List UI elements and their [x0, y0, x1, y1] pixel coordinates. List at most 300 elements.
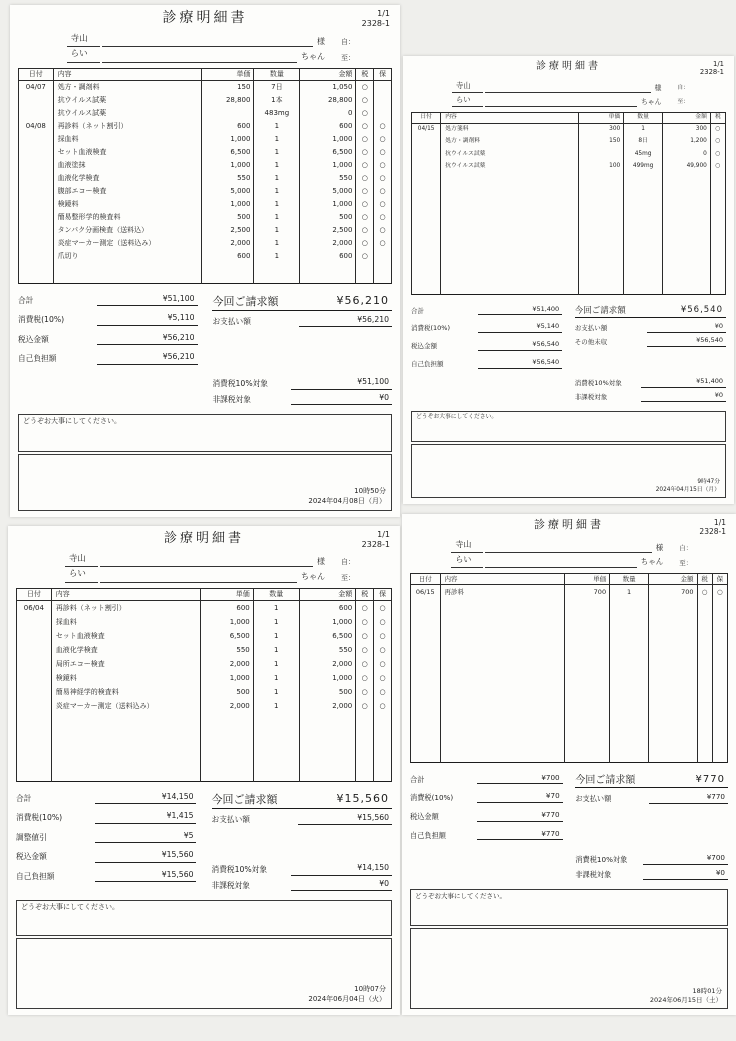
note-box [18, 454, 392, 511]
cell-date [19, 250, 54, 263]
table-row [412, 123, 726, 136]
cell-ins: ○ [374, 120, 392, 133]
totals-section [18, 294, 392, 408]
cell-amount: 600 [300, 120, 356, 133]
cell-qty: 499mg [624, 161, 663, 174]
table-row [19, 107, 392, 120]
column-header: 日付 [19, 68, 54, 80]
cell-tax: ○ [356, 120, 374, 133]
cell-ins [374, 713, 392, 781]
line-items-area [410, 573, 728, 763]
cell-desc: 検鏡料 [53, 198, 201, 211]
billing-column [212, 792, 392, 894]
column-header: 日付 [17, 588, 52, 600]
total-row [410, 773, 563, 785]
cell-qty: 1 [253, 671, 299, 685]
cell-ins: ○ [374, 211, 392, 224]
blank-line [485, 86, 651, 93]
page-count: 1/1 [377, 530, 390, 539]
billing-block [212, 294, 392, 330]
amount-value: ¥70 [477, 791, 562, 803]
cell-qty: 1 [254, 185, 300, 198]
print-time: 10時50分 [354, 487, 386, 496]
cell-unit [201, 713, 254, 781]
cell-unit: 1,000 [201, 159, 253, 172]
line-items-table [16, 588, 392, 782]
cell-ins: ○ [374, 224, 392, 237]
amount-value: ¥51,100 [97, 294, 198, 306]
cell-amount: 5,000 [300, 185, 356, 198]
table-header-row [19, 68, 392, 80]
message-text: どうぞお大事にしてください。 [415, 891, 506, 900]
cell-unit [579, 149, 624, 162]
period-from-label: 自： [677, 85, 690, 92]
cell-tax: ○ [710, 161, 725, 174]
cell-ins: ○ [374, 643, 392, 657]
statement-title: 診療明細書 [162, 10, 248, 26]
owner-row [67, 34, 377, 47]
owner-honorific: 様 [655, 542, 664, 552]
cell-qty: 1 [254, 133, 300, 146]
cell-qty: 1 [610, 585, 649, 600]
medical-statement-top-right [403, 56, 734, 504]
owner-honorific: 様 [316, 556, 325, 566]
cell-date: 04/08 [19, 120, 54, 133]
print-timestamp [656, 478, 720, 494]
owner-name: 寺山 [65, 554, 98, 567]
cell-tax [710, 174, 725, 295]
column-header: 保 [374, 68, 392, 80]
column-header: 保 [374, 588, 392, 600]
billing-column [212, 294, 392, 408]
line-items-table [411, 112, 726, 295]
cell-desc [441, 174, 579, 295]
cell-tax: ○ [710, 123, 725, 136]
cell-ins [374, 107, 392, 120]
cell-tax: ○ [356, 172, 374, 185]
cell-date [19, 185, 54, 198]
statement-title: 診療明細書 [163, 531, 244, 546]
amount-value: ¥770 [477, 829, 562, 841]
message-box [411, 411, 726, 442]
tax-summary-row [212, 393, 392, 405]
document-number: 2328-1 [361, 540, 390, 549]
cell-amount: 28,800 [300, 94, 356, 107]
table-row [17, 657, 392, 671]
cell-unit: 700 [564, 585, 609, 600]
column-header: 数量 [610, 573, 649, 585]
cell-desc: 簡易整形学的検査料 [53, 211, 201, 224]
message-box [410, 889, 728, 926]
pet-honorific: ちゃん [641, 97, 662, 106]
cell-amount [649, 599, 697, 762]
total-row [411, 322, 562, 333]
note-box [16, 938, 392, 1009]
cell-amount: 6,500 [299, 629, 356, 643]
amount-label: 消費税10%対象 [574, 379, 622, 388]
period-to-label: 至： [341, 53, 356, 62]
column-header: 単価 [201, 588, 254, 600]
amount-value: ¥770 [695, 773, 725, 785]
cell-amount: 2,500 [300, 224, 356, 237]
table-row [17, 615, 392, 629]
period-from-label: 自： [341, 38, 356, 47]
cell-date [19, 237, 54, 250]
document-number: 2328-1 [699, 68, 724, 77]
cell-desc: 抗ウイルス試薬 [53, 107, 201, 120]
cell-tax: ○ [356, 159, 374, 172]
cell-qty [624, 174, 663, 295]
table-row [19, 146, 392, 159]
billing-block [575, 773, 728, 807]
cell-desc [51, 713, 200, 781]
cell-date: 06/15 [411, 585, 441, 600]
billing-block [212, 792, 392, 828]
total-row [16, 831, 196, 843]
amount-value: ¥56,210 [97, 333, 198, 345]
pet-name: らい [65, 569, 98, 582]
cell-desc: 炎症マーカー測定（送料込み） [51, 699, 200, 713]
cell-date [17, 685, 52, 699]
cell-amount: 1,200 [662, 136, 710, 149]
tax-summary-row [212, 879, 392, 891]
cell-amount: 2,000 [299, 657, 356, 671]
cell-unit: 2,500 [201, 224, 253, 237]
medical-statement-bottom-right [402, 514, 736, 1015]
page-count: 1/1 [713, 518, 726, 527]
cell-tax: ○ [356, 237, 374, 250]
cell-ins [374, 94, 392, 107]
cell-unit: 1,000 [201, 671, 254, 685]
cell-unit: 500 [201, 211, 253, 224]
cell-desc: 採血料 [53, 133, 201, 146]
table-row [17, 671, 392, 685]
amount-label: 非課税対象 [211, 880, 250, 890]
cell-date [17, 643, 52, 657]
amount-value: ¥56,210 [336, 293, 389, 307]
cell-qty: 1 [253, 615, 299, 629]
column-header: 金額 [662, 112, 710, 123]
amount-label: その他未収 [574, 337, 608, 346]
cell-tax: ○ [356, 685, 374, 699]
statement-header [18, 9, 392, 31]
message-text: どうぞお大事にしてください。 [23, 416, 121, 425]
table-row [412, 161, 726, 174]
amount-value: ¥1,415 [95, 811, 196, 823]
owner-honorific: 様 [654, 83, 662, 92]
amount-label: 自己負担額 [16, 871, 55, 881]
column-header: 数量 [254, 68, 300, 80]
cell-amount: 49,900 [662, 161, 710, 174]
table-header-row [17, 588, 392, 600]
cell-qty: 1 [254, 211, 300, 224]
table-row [17, 699, 392, 713]
cell-unit: 6,500 [201, 629, 254, 643]
total-row [16, 811, 196, 823]
billing-row [575, 773, 728, 789]
page-number-block [699, 518, 726, 537]
column-header: 税 [356, 588, 374, 600]
cell-unit: 600 [201, 601, 254, 616]
amount-label: 税込金額 [18, 334, 49, 344]
medical-statement-bottom-left [8, 526, 400, 1015]
owner-row [452, 81, 713, 93]
print-time: 18時01分 [692, 986, 722, 995]
amount-label: 非課税対象 [574, 392, 608, 401]
cell-unit [564, 599, 609, 762]
amount-label: 税込金額 [411, 342, 437, 351]
cell-desc: 血液化学検査 [51, 643, 200, 657]
billing-block [575, 305, 726, 350]
table-filler-row [19, 263, 392, 283]
blank-line [485, 545, 651, 553]
cell-date [19, 94, 54, 107]
amount-value: ¥700 [477, 773, 562, 785]
cell-amount: 2,000 [300, 237, 356, 250]
cell-tax [356, 713, 374, 781]
cell-unit: 550 [201, 172, 253, 185]
amount-value: ¥0 [291, 879, 392, 891]
cell-date [19, 146, 54, 159]
tax-summary-row [575, 391, 726, 402]
billing-row [212, 792, 392, 809]
amount-value: ¥56,210 [97, 352, 198, 364]
table-filler-row [412, 174, 726, 295]
cell-unit: 28,800 [201, 94, 253, 107]
page-number-block [362, 530, 390, 550]
page-number-block [700, 60, 724, 77]
cell-amount [299, 713, 356, 781]
cell-tax: ○ [356, 133, 374, 146]
cell-date [19, 263, 54, 283]
amount-value: ¥0 [291, 393, 392, 405]
amount-label: 合計 [18, 295, 34, 305]
amount-label: 自己負担額 [410, 830, 446, 840]
cell-ins [374, 81, 392, 95]
cell-desc: 血液化学検査 [53, 172, 201, 185]
cell-amount: 1,000 [300, 133, 356, 146]
cell-unit: 300 [579, 123, 624, 136]
cell-qty: 1 [254, 159, 300, 172]
table-row [17, 643, 392, 657]
print-time: 9時47分 [697, 478, 720, 485]
cell-desc: 炎症マーカー測定（送料込み） [53, 237, 201, 250]
cell-ins: ○ [374, 615, 392, 629]
cell-unit: 500 [201, 685, 254, 699]
cell-date [411, 599, 441, 762]
tax-summary-row [575, 868, 728, 880]
print-timestamp [308, 985, 386, 1005]
amount-label: 消費税10%対象 [212, 379, 268, 389]
cell-desc: 腹部エコー検査 [53, 185, 201, 198]
total-row [18, 352, 198, 364]
column-header: 金額 [300, 68, 356, 80]
total-row [411, 358, 562, 369]
table-row [412, 149, 726, 162]
table-row [19, 159, 392, 172]
statement-header [411, 60, 726, 78]
cell-tax: ○ [356, 657, 374, 671]
owner-name: 寺山 [452, 81, 483, 93]
amount-label: 今回ご請求額 [211, 792, 278, 806]
cell-ins: ○ [374, 699, 392, 713]
cell-date [19, 198, 54, 211]
cell-date [17, 615, 52, 629]
amount-label: 今回ご請求額 [574, 305, 626, 316]
print-time: 10時07分 [354, 985, 386, 994]
cell-unit: 2,000 [201, 237, 253, 250]
totals-column [18, 294, 212, 408]
cell-desc: セット血液検査 [53, 146, 201, 159]
cell-qty: 7日 [254, 81, 300, 95]
cell-desc: 抗ウイルス試薬 [441, 149, 579, 162]
column-header: 数量 [624, 112, 663, 123]
cell-unit: 150 [201, 81, 253, 95]
cell-amount: 0 [300, 107, 356, 120]
line-items-table [18, 68, 392, 284]
note-box [410, 928, 728, 1009]
amount-value: ¥14,150 [291, 863, 392, 875]
amount-value: ¥15,560 [298, 813, 392, 825]
cell-desc: 処方・調剤料 [53, 81, 201, 95]
statement-title: 診療明細書 [536, 61, 601, 72]
note-box [411, 444, 726, 498]
cell-ins: ○ [712, 585, 727, 600]
amount-value: ¥15,560 [95, 850, 196, 862]
period-to-label: 至： [679, 558, 693, 567]
pet-row [451, 555, 715, 568]
cell-ins: ○ [374, 629, 392, 643]
amount-label: 自己負担額 [18, 354, 57, 364]
cell-date [412, 136, 441, 149]
total-row [18, 313, 198, 325]
cell-ins: ○ [374, 685, 392, 699]
cell-unit: 1,000 [201, 198, 253, 211]
cell-unit: 2,000 [201, 657, 254, 671]
pet-honorific: ちゃん [300, 572, 325, 582]
table-row [19, 185, 392, 198]
amount-label: お支払い額 [575, 794, 612, 804]
table-row [19, 81, 392, 95]
period-to-label: 至： [340, 573, 355, 582]
pet-name: らい [452, 95, 483, 107]
cell-amount [300, 263, 356, 283]
column-header: 単価 [564, 573, 609, 585]
cell-desc: 再診料（ネット割引） [51, 601, 200, 616]
cell-qty: 1 [254, 146, 300, 159]
pet-name: らい [451, 555, 483, 568]
billing-row [212, 813, 392, 825]
amount-label: 合計 [410, 774, 425, 784]
cell-amount: 700 [649, 585, 697, 600]
totals-section [411, 305, 726, 405]
page-count: 1/1 [377, 9, 390, 18]
table-row [19, 211, 392, 224]
total-row [18, 333, 198, 345]
cell-date [17, 713, 52, 781]
document-number: 2328-1 [699, 527, 726, 537]
cell-date [412, 161, 441, 174]
column-header: 数量 [253, 588, 299, 600]
totals-column [411, 305, 575, 405]
amount-value: ¥56,210 [299, 315, 392, 327]
cell-unit [201, 107, 253, 120]
tax-summary-block [212, 863, 392, 894]
tax-summary-block [575, 853, 728, 882]
tax-summary-block [212, 377, 392, 408]
cell-ins [712, 599, 727, 762]
amount-value: ¥0 [647, 322, 726, 333]
total-row [16, 792, 196, 804]
cell-date: 06/04 [17, 601, 52, 616]
cell-date: 04/15 [412, 123, 441, 136]
amount-value: ¥0 [641, 391, 726, 402]
column-header: 内容 [53, 68, 201, 80]
table-row [17, 629, 392, 643]
cell-desc: 再診料 [440, 585, 564, 600]
column-header: 税 [697, 573, 712, 585]
column-header: 日付 [412, 112, 441, 123]
cell-tax: ○ [356, 671, 374, 685]
cell-ins: ○ [374, 185, 392, 198]
cell-date [17, 657, 52, 671]
cell-qty: 1本 [254, 94, 300, 107]
cell-tax: ○ [356, 250, 374, 263]
column-header: 税 [356, 68, 374, 80]
total-row [410, 829, 563, 841]
cell-tax: ○ [697, 585, 712, 600]
tax-summary-row [575, 377, 726, 388]
cell-desc: 検鏡料 [51, 671, 200, 685]
column-header: 内容 [441, 112, 579, 123]
amount-label: 消費税10%対象 [211, 865, 268, 875]
line-items-table [410, 573, 728, 763]
amount-value: ¥56,540 [478, 358, 563, 369]
amount-label: 消費税(10%) [411, 324, 451, 333]
amount-label: 税込金額 [410, 812, 439, 822]
cell-qty: 1 [254, 250, 300, 263]
print-timestamp [308, 487, 386, 507]
total-row [411, 305, 562, 316]
period-to-label: 至： [677, 98, 690, 105]
cell-amount: 2,000 [299, 699, 356, 713]
table-header-row [411, 573, 728, 585]
message-text: どうぞお大事にしてください。 [21, 902, 119, 911]
cell-ins: ○ [374, 133, 392, 146]
patient-block [451, 540, 715, 570]
cell-qty: 1 [253, 601, 299, 616]
cell-qty: 1 [253, 685, 299, 699]
amount-label: 消費税(10%) [410, 793, 454, 803]
line-items-area [18, 68, 392, 284]
cell-desc: 再診料（ネット割引） [53, 120, 201, 133]
totals-column [16, 792, 212, 894]
cell-amount: 550 [299, 643, 356, 657]
message-box [18, 414, 392, 452]
amount-label: 税込金額 [16, 852, 47, 862]
tax-summary-row [212, 863, 392, 875]
message-text: どうぞお大事にしてください。 [416, 413, 498, 420]
cell-amount: 300 [662, 123, 710, 136]
cell-unit: 100 [579, 161, 624, 174]
amount-label: 合計 [16, 793, 32, 803]
amount-value: ¥770 [649, 792, 728, 804]
cell-desc: 局所エコー検査 [51, 657, 200, 671]
cell-qty: 1 [253, 699, 299, 713]
amount-label: 今回ご請求額 [212, 294, 279, 308]
cell-unit: 1,000 [201, 133, 253, 146]
totals-column [410, 773, 575, 883]
